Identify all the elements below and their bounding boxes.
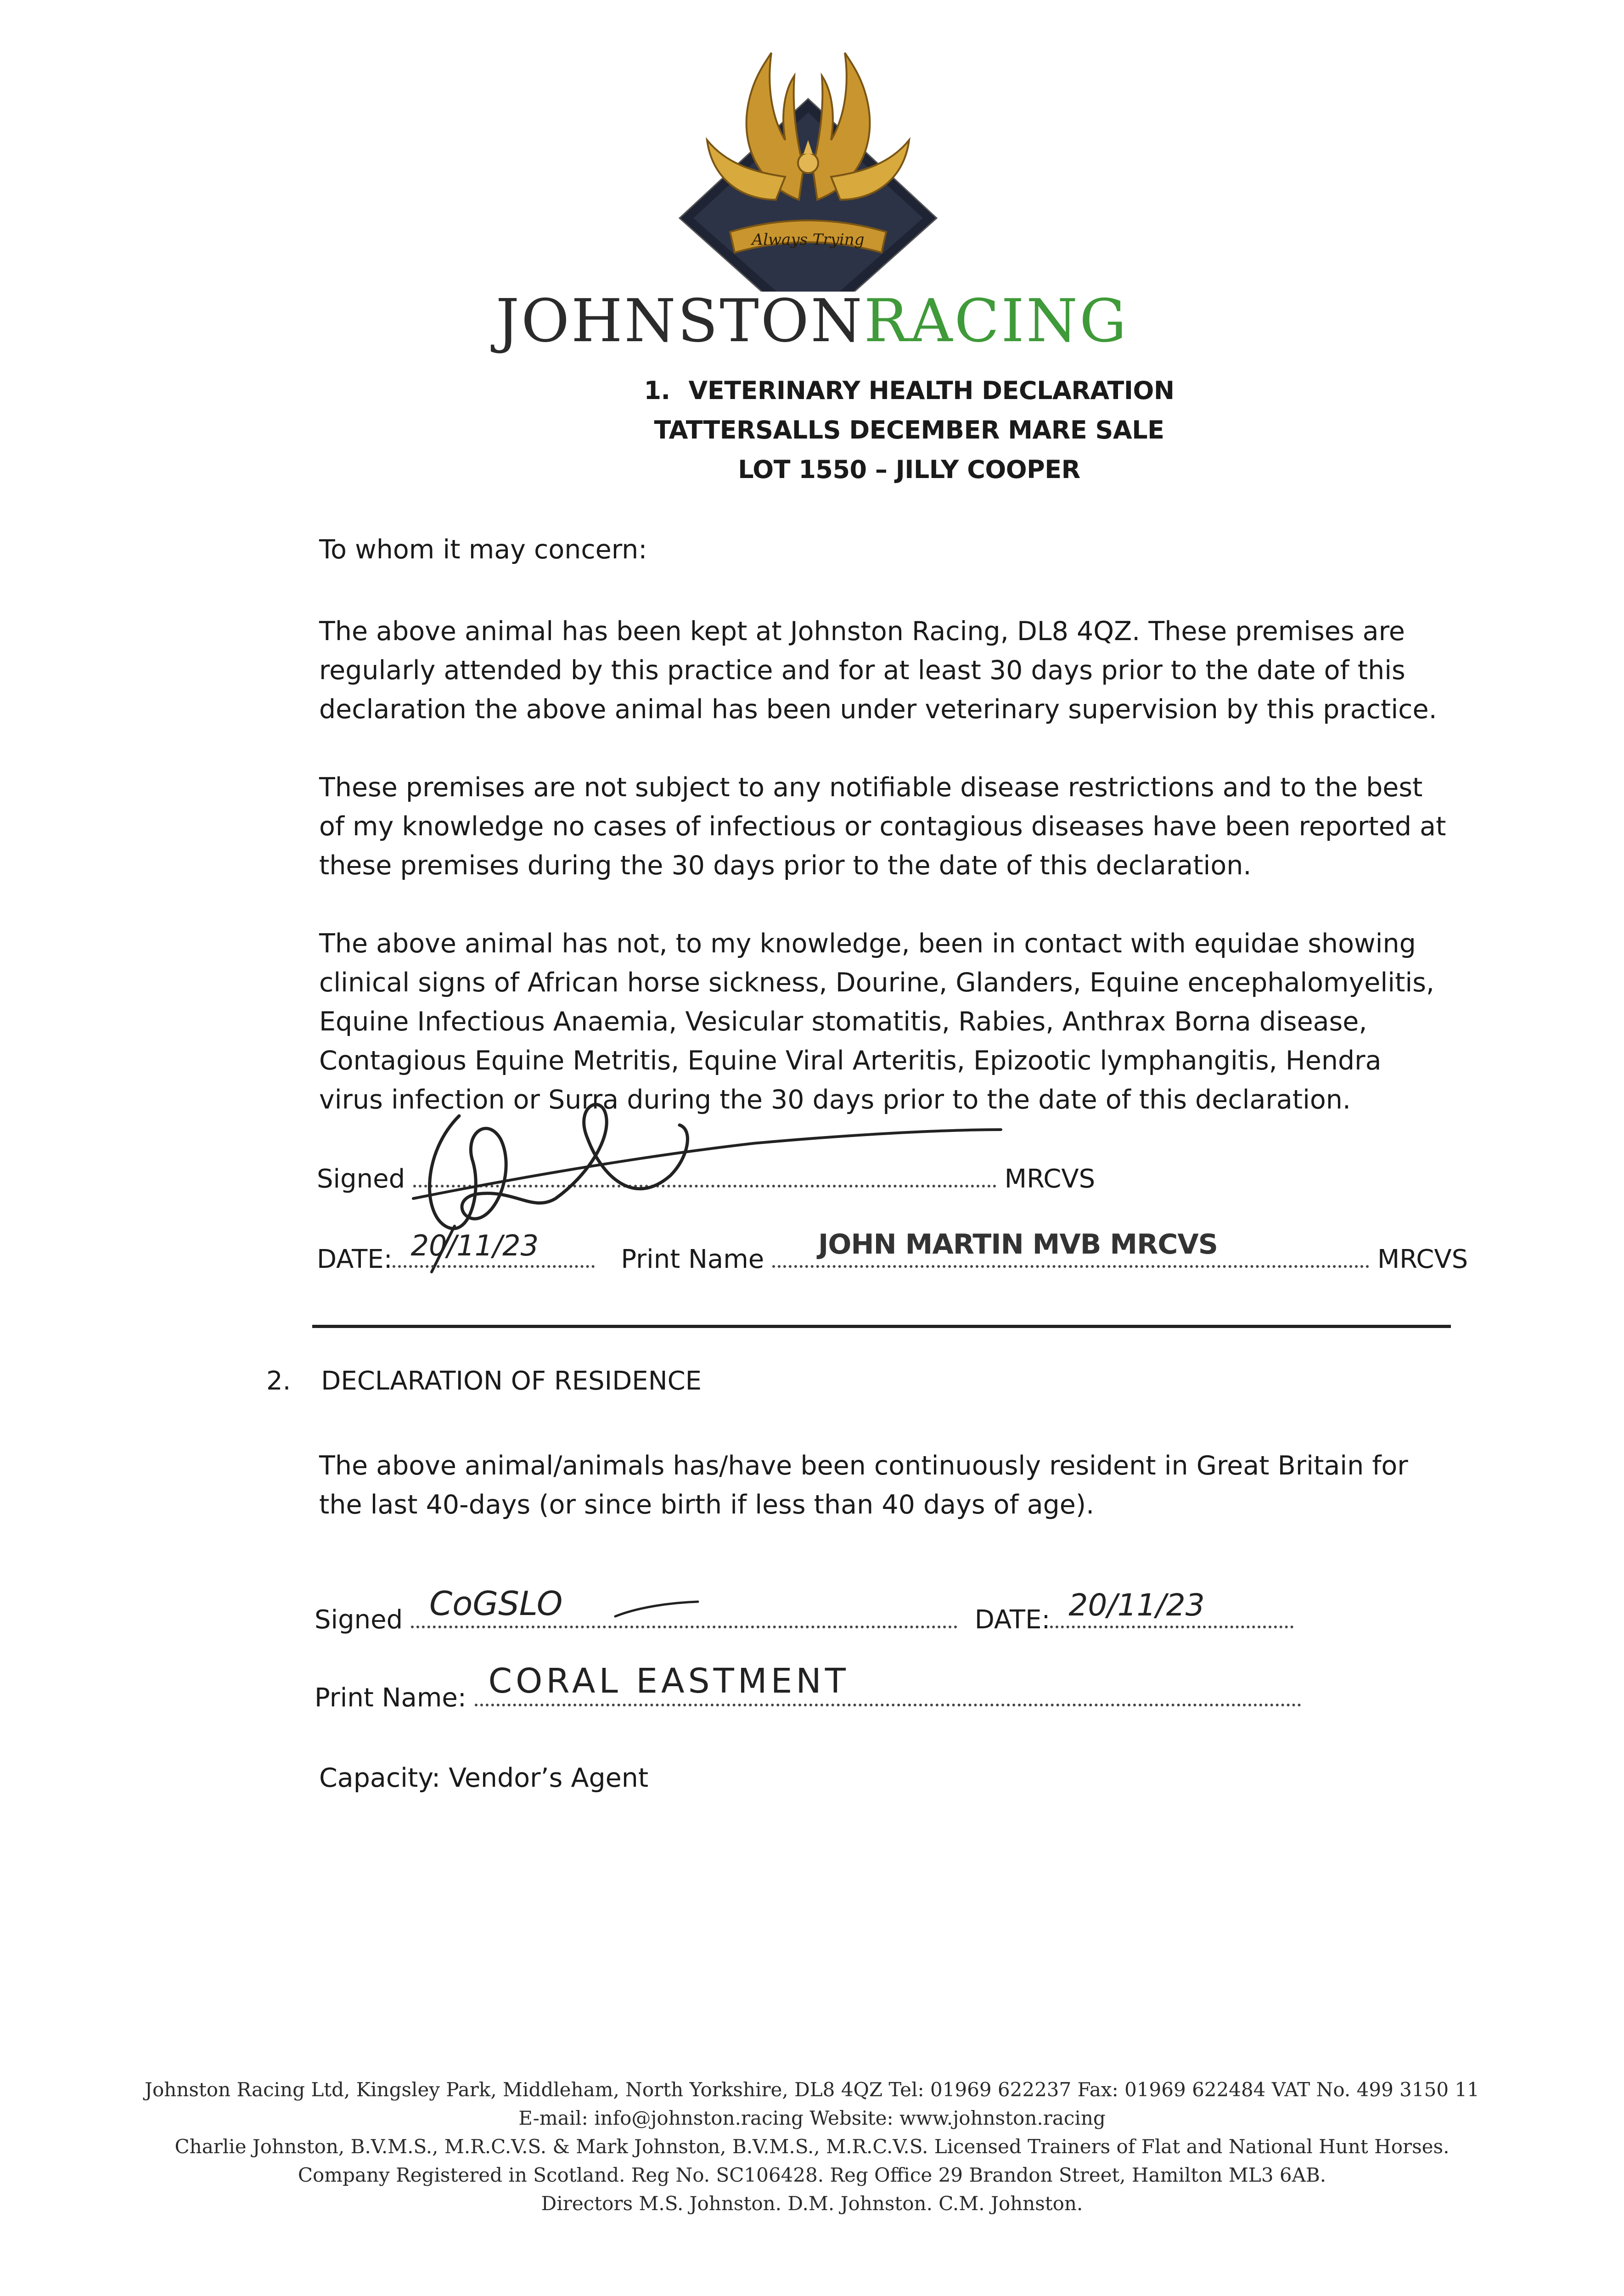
- residence-signature-value: CoGSLO: [429, 1584, 563, 1623]
- brand-name-part1: JOHNSTON: [495, 287, 864, 355]
- paragraph-text: The above animal has not, to my knowledge, been in contact with equidae showing clinical signs of African horse sickness, Dourine, Glanders, Equine encephalomyelitis, Equine Infectious Anaemia, Vesicular stomatitis, Rabies, Anthrax Borna disease, Contagious Equine Metritis, Equine Viral Arteritis, Epizootic lymphangitis, Hendra virus infection or Surra during the 30 days prior to the date of this declaration.: [319, 929, 1435, 1115]
- residence-title: DECLARATION OF RESIDENCE: [321, 1366, 702, 1396]
- residence-print-name-field[interactable]: [475, 1661, 1301, 1706]
- vet-print-name-value: JOHN MARTIN MVB MRCVS: [818, 1228, 1218, 1261]
- date-label: DATE:: [317, 1244, 393, 1274]
- signed-label: Signed: [317, 1164, 405, 1194]
- vet-date-value: 20/11/23: [410, 1229, 539, 1262]
- residence-number: 2.: [266, 1366, 291, 1396]
- paragraph-text: The above animal/animals has/have been continuously resident in Great Britain for the last 40-days (or since birth if less than 40 days of age).: [319, 1451, 1408, 1520]
- heading-number: 1.: [644, 376, 670, 405]
- print-name-label: Print Name: [621, 1244, 764, 1274]
- residence-text: [319, 1446, 1449, 1525]
- footer-address: Johnston Racing Ltd, Kingsley Park, Middleham, North Yorkshire, DL8 4QZ Tel: 01969 622237 Fax: 01969 622484 VAT No. 499 3150 11: [145, 2078, 1479, 2101]
- heading-line2: TATTERSALLS DECEMBER MARE SALE: [654, 416, 1164, 445]
- signed-label: Signed: [315, 1605, 403, 1635]
- vet-print-name-field[interactable]: [772, 1228, 1369, 1268]
- paragraph-disease-restrictions: [319, 768, 1449, 885]
- residence-date-value: 20/11/23: [1068, 1587, 1205, 1623]
- declaration-heading: [611, 371, 1208, 490]
- footer-registration: Company Registered in Scotland. Reg No. SC106428. Reg Office 29 Brandon Street, Hamilton ML3 6AB.: [298, 2164, 1326, 2186]
- logo-motto: Always Trying: [752, 231, 865, 249]
- section-divider: [312, 1325, 1451, 1328]
- date-label: DATE:: [974, 1605, 1051, 1635]
- residence-printname-row: [315, 1661, 1301, 1713]
- residence-signed-row: [315, 1584, 1293, 1635]
- print-name-suffix: MRCVS: [1377, 1244, 1468, 1274]
- residence-date-field[interactable]: [1050, 1587, 1293, 1628]
- company-footer: [0, 2076, 1624, 2218]
- capacity-text: Capacity: Vendor’s Agent: [319, 1763, 649, 1793]
- paragraph-text: These premises are not subject to any notifiable disease restrictions and to the best of my knowledge no cases of infectious or contagious diseases have been reported at these premises during the 30 days prior to the date of this declaration.: [319, 772, 1446, 881]
- brand-name-part2: RACING: [864, 287, 1129, 355]
- vet-date-field[interactable]: [393, 1229, 595, 1268]
- footer-trainers: Charlie Johnston, B.V.M.S., M.R.C.V.S. & Mark Johnston, B.V.M.S., M.R.C.V.S. Licensed Trainers of Flat and National Hunt Horses.: [174, 2135, 1450, 2158]
- footer-directors: Directors M.S. Johnston. D.M. Johnston. C.M. Johnston.: [541, 2192, 1083, 2215]
- heading-line3: LOT 1550 – JILLY COOPER: [738, 455, 1080, 484]
- paragraph-text: The above animal has been kept at Johnston Racing, DL8 4QZ. These premises are regularly attended by this practice and for at least 30 days prior to the date of this declaration the above animal has been under veterinary supervision by this practice.: [319, 616, 1437, 725]
- paragraph-premises: [319, 612, 1449, 729]
- footer-contact: E-mail: info@johnston.racing Website: www.johnston.racing: [518, 2107, 1106, 2129]
- vet-date-printname-row: [317, 1228, 1468, 1274]
- residence-print-name-value: CORAL EASTMENT: [488, 1661, 849, 1701]
- residence-heading: [266, 1366, 702, 1396]
- signed-suffix: MRCVS: [1004, 1164, 1096, 1194]
- heading-line1: VETERINARY HEALTH DECLARATION: [688, 376, 1174, 405]
- print-name-label: Print Name:: [315, 1683, 466, 1713]
- brand-name: [0, 287, 1624, 355]
- residence-signature-flourish: [611, 1589, 702, 1626]
- salutation: To whom it may concern:: [319, 535, 647, 565]
- johnston-racing-logo: [661, 48, 955, 292]
